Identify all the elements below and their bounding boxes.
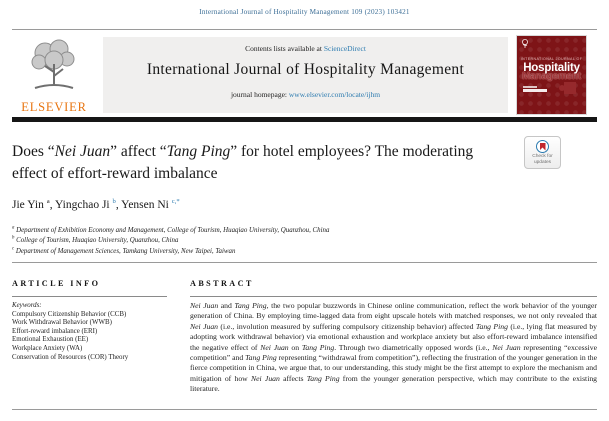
text-segment: , Yingchao Ji: [49, 199, 113, 211]
text-segment: Nei Juan: [260, 342, 289, 352]
affiliation-b-text: College of Tourism, Huaqiao University, Quanzhou, China: [14, 237, 179, 245]
text-segment: b: [112, 198, 116, 206]
affiliation-c-sup: c: [12, 246, 15, 252]
text-segment: Tang Ping: [306, 373, 340, 383]
text-segment: Tang Ping: [475, 321, 508, 331]
cover-kicker: INTERNATIONAL JOURNAL OF: [520, 57, 583, 61]
contents-line: [103, 37, 508, 53]
article-info-heading: ARTICLE INFO: [12, 279, 101, 288]
keyword-item: Compulsory Citizenship Behavior (CCB): [12, 310, 127, 318]
text-segment: on: [288, 342, 302, 352]
text-segment: representing “withdrawal from competition”), reflecting the frustration of the younger generation in the fierce competition in China, we argue that, to our understanding, this study might be the first attempt to explore the mechanism and mitigation of how: [190, 353, 598, 383]
keywords-list: [12, 311, 184, 363]
masthead-divider-bar: [12, 117, 597, 122]
text-segment: Does “: [12, 143, 55, 160]
cover-elsevier-mark-icon: [521, 39, 529, 49]
affiliation-b: [12, 236, 329, 246]
article-info-rule: [12, 296, 167, 297]
crossmark-icon: [536, 140, 549, 153]
top-divider: [12, 29, 597, 30]
text-segment: Nei Juan: [54, 143, 111, 160]
running-head-citation: International Journal of Hospitality Management 109 (2023) 103421: [199, 8, 410, 16]
cover-editor-line: [523, 86, 537, 88]
bookmark-icon: [540, 143, 546, 151]
keyword-item: Conservation of Resources (COR) Theory: [12, 353, 129, 361]
cover-title-top: Hospitality: [523, 62, 580, 74]
text-segment: representing “excessive competition” and: [190, 342, 597, 363]
text-segment: Tang Ping: [245, 353, 277, 363]
keyword-item: Work Withdrawal Behavior (WWB): [12, 319, 112, 327]
section-divider: [12, 262, 597, 263]
journal-title: International Journal of Hospitality Management: [146, 61, 465, 78]
text-segment: a: [46, 198, 50, 206]
check-for-updates-label: Check for updates: [532, 154, 553, 165]
text-segment: ” affect “: [110, 143, 167, 160]
abstract-text: [190, 301, 597, 395]
text-segment: and: [218, 301, 235, 310]
text-segment: Tang Ping: [166, 143, 231, 160]
elsevier-logo[interactable]: [12, 38, 96, 115]
elsevier-tree-icon: [23, 38, 85, 94]
article-title: [12, 141, 490, 185]
text-segment: Nei Juan: [492, 342, 521, 352]
bottom-divider: [12, 409, 597, 410]
keyword-item: Workplace Anxiety (WA): [12, 344, 83, 352]
check-for-updates-badge[interactable]: [524, 136, 561, 169]
affiliations-block: [12, 226, 329, 257]
text-segment: affects: [279, 373, 307, 383]
homepage-line: [103, 90, 508, 99]
text-segment: (i.e., lying flat measured by adopting work withdrawal behavior) via emotional exhaustion and workplace anxiety but also effort-reward imbalance intensified the negative effect of: [190, 321, 598, 352]
affiliation-a-sup: a: [12, 225, 15, 231]
cover-puzzle-piece: [564, 82, 576, 94]
keywords-block: [12, 302, 184, 362]
sciencedirect-link[interactable]: ScienceDirect: [323, 44, 366, 53]
text-segment: (i.e., involution measured by suffering compulsory citizenship behavior) affected: [218, 321, 476, 331]
homepage-prefix: journal homepage:: [230, 90, 289, 99]
text-segment: , Yensen Ni: [115, 199, 172, 211]
affiliation-b-sup: b: [12, 236, 15, 242]
abstract-heading: ABSTRACT: [190, 279, 254, 288]
homepage-link[interactable]: www.elsevier.com/locate/ijhm: [288, 90, 381, 99]
text-segment: ” for hotel employees? The moderating effect of effort-reward imbalance: [12, 143, 474, 182]
author-line: [12, 199, 180, 211]
affiliation-c: [12, 247, 329, 257]
text-segment: Nei Juan: [190, 301, 219, 310]
text-segment: Nei Juan: [250, 373, 280, 383]
text-segment: Jie Yin: [12, 199, 47, 211]
abstract-rule: [190, 296, 597, 297]
text-segment: c,*: [171, 198, 180, 206]
masthead-box: [103, 37, 508, 113]
keyword-item: Emotional Exhaustion (EE): [12, 336, 89, 344]
cover-title-bottom: Management: [521, 71, 582, 82]
text-segment: . Through two diametrically opposed words (i.e.,: [334, 342, 493, 352]
text-segment: , the two popular buzzwords in Chinese online communication, reflect the work behavior of the younger generation of China. By employing time-lagged data from eight upscale hotels with matched responses, we not only revealed that: [190, 301, 597, 321]
affiliation-a: [12, 226, 329, 236]
keywords-label: Keywords:: [12, 302, 42, 309]
contents-prefix: Contents lists available at: [245, 44, 324, 53]
elsevier-wordmark: ELSEVIER: [21, 100, 87, 114]
affiliation-a-text: Department of Exhibition Economy and Management, College of Tourism, Huaqiao University, Quanzhou, China: [14, 227, 330, 234]
cover-editor-name: [523, 89, 547, 92]
affiliation-c-text: Department of Management Sciences, Tamkang University, New Taipei, Taiwan: [14, 247, 236, 255]
text-segment: Nei Juan: [190, 321, 219, 331]
journal-cover-thumbnail[interactable]: [517, 36, 586, 114]
text-segment: Tang Ping: [301, 342, 335, 352]
keyword-item: Effort-reward imbalance (ERI): [12, 327, 98, 335]
text-segment: from the younger generation perspective, which may contribute to the existing literature.: [190, 373, 598, 394]
text-segment: Tang Ping: [234, 301, 267, 310]
